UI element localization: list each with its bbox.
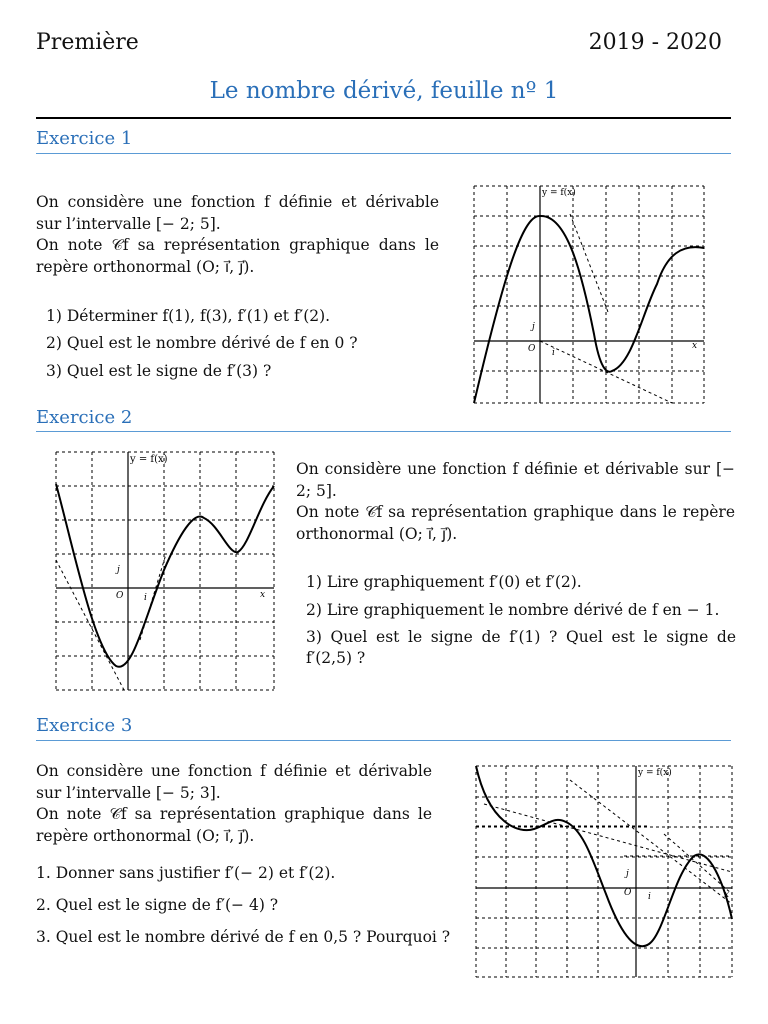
ex2-p2: On note 𝒞f sa représentation graphique dans le repère orthonormal (O; i⃗, j⃗). [296,503,735,543]
ex2-graph [54,450,278,692]
ex3-i-label: i [648,892,651,902]
ex1-q1: 1) Déterminer f(1), f(3), f′(1) et f′(2). [46,307,331,325]
ex1-x-label: x [692,341,698,351]
ex1-curve-label: y = f(x) [542,188,576,198]
ex3-text [36,761,432,847]
ex1-j-label: j [532,322,535,332]
ex2-curve-label: y = f(x) [130,454,168,465]
ex3-x-label: x [724,890,730,900]
ex2-text [296,459,735,545]
ex2-q1: 1) Lire graphiquement f′(0) et f′(2). [306,573,582,591]
ex1-rule [36,153,731,154]
ex2-p1: On considère une fonction f définie et dérivable sur [− 2; 5]. [296,460,735,500]
header-level: Première [36,30,139,55]
ex1-heading: Exercice 1 [36,128,133,149]
ex2-q3: 3) Quel est le signe de f′(1) ? Quel est le signe de f′(2,5) ? [306,628,736,667]
ex2-heading: Exercice 2 [36,407,133,428]
ex3-p2: On note 𝒞f sa représentation graphique dans le repère orthonormal (O; i⃗, j⃗). [36,805,432,845]
ex3-heading: Exercice 3 [36,715,133,736]
ex1-p2: On note 𝒞f sa représentation graphique dans le repère orthonormal (O; i⃗, j⃗). [36,236,439,276]
ex1-p1: On considère une fonction f définie et dérivable sur l’intervalle [− 2; 5]. [36,193,439,233]
ex3-curve-label: y = f(x) [638,768,672,778]
ex2-q2: 2) Lire graphiquement le nombre dérivé de f en − 1. [306,601,720,619]
ex3-q3: 3. Quel est le nombre dérivé de f en 0,5 ? Pourquoi ? [36,928,451,946]
title-rule [36,117,731,119]
ex3-graph [474,764,736,980]
ex1-q2: 2) Quel est le nombre dérivé de f en 0 ? [46,334,358,352]
ex1-origin-label: O [528,344,536,354]
ex3-origin-label: O [624,888,632,898]
ex2-j-label: j [117,565,120,575]
ex2-rule [36,431,731,432]
page-title: Le nombre dérivé, feuille nº 1 [209,78,559,104]
ex3-rule [36,740,731,741]
ex1-graph [472,184,706,406]
ex2-x-label: x [260,590,266,600]
ex2-i-label: i [144,593,147,603]
ex1-text [36,192,439,278]
ex2-origin-label: O [116,591,124,601]
ex3-p1: On considère une fonction f définie et dérivable sur l’intervalle [− 5; 3]. [36,762,432,802]
ex1-i-label: i [552,348,555,358]
ex3-q2: 2. Quel est le signe de f′(− 4) ? [36,896,279,914]
ex3-q1: 1. Donner sans justifier f′(− 2) et f′(2). [36,864,336,882]
ex3-j-label: j [626,869,629,879]
ex1-q3: 3) Quel est le signe de f′(3) ? [46,362,272,380]
header-year: 2019 - 2020 [588,30,722,55]
